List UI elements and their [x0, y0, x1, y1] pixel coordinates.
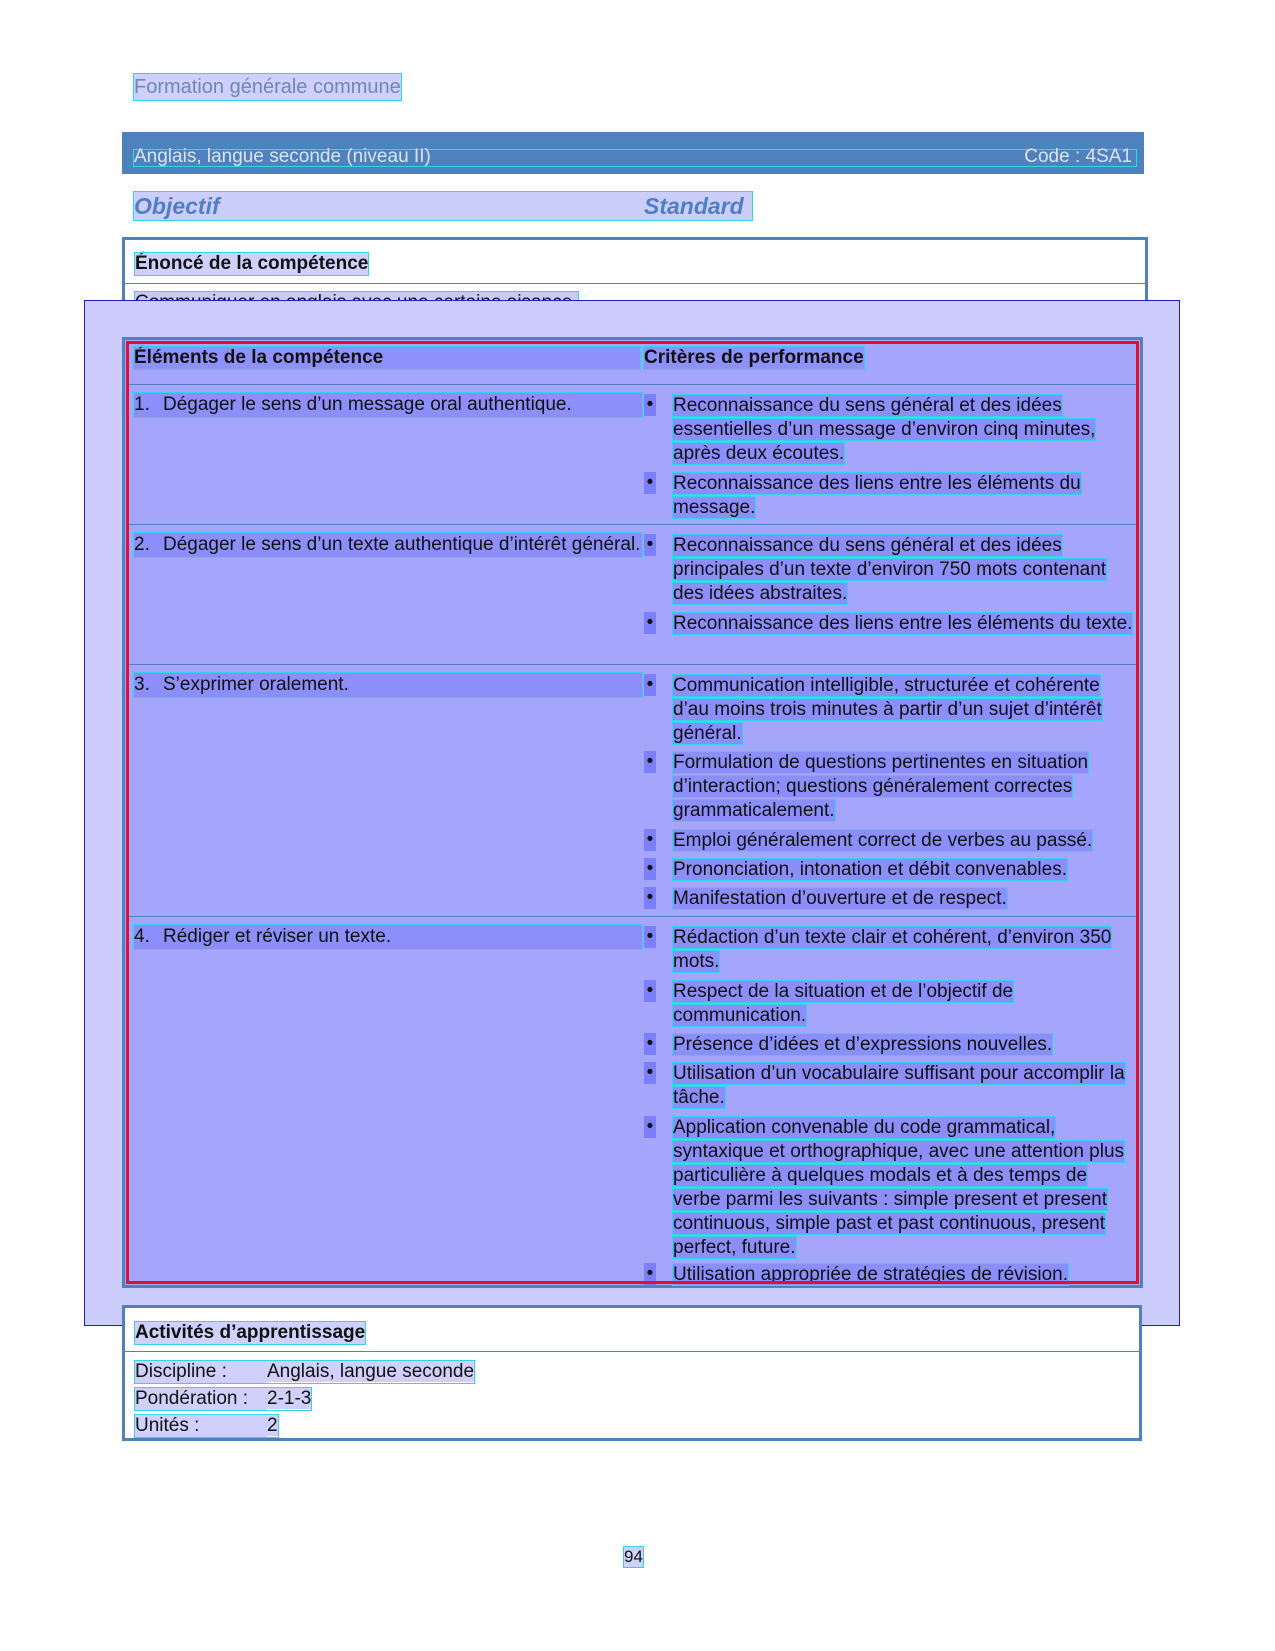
bullet-icon: • — [644, 751, 656, 773]
enonce-title: Énoncé de la compétence — [135, 253, 369, 274]
bullet-icon: • — [644, 1116, 656, 1138]
criterion-text: Reconnaissance du sens général et des idées principales d’un texte d’environ 750 mots contenant des idées abstraites. — [673, 535, 1107, 604]
element-text: Dégager le sens d’un texte authentique d’intérêt général. — [134, 533, 642, 557]
criterion-text: Utilisation d’un vocabulaire suffisant pour accomplir la tâche. — [673, 1063, 1125, 1108]
criterion-text: Emploi généralement correct de verbes au passé. — [673, 830, 1093, 851]
col-header-elements: Éléments de la compétence — [134, 347, 640, 369]
bullet-icon: • — [644, 829, 656, 851]
criterion-item — [644, 674, 1134, 746]
criterion-text: Présence d’idées et d’expressions nouvelles. — [673, 1034, 1053, 1055]
course-name: Anglais, langue seconde (niveau II) — [134, 146, 431, 167]
criterion-item — [644, 612, 1134, 636]
course-code: Code : 4SA1 — [1024, 146, 1132, 167]
bullet-icon: • — [644, 472, 656, 494]
criterion-item — [644, 1116, 1134, 1260]
discipline-label: Discipline : — [135, 1361, 267, 1383]
enonce-header — [125, 240, 1145, 284]
criterion-text: Reconnaissance des liens entre les éléments du texte. — [673, 613, 1133, 634]
activites-box — [122, 1305, 1142, 1441]
criterion-item — [644, 472, 1134, 520]
bullet-icon: • — [644, 394, 656, 416]
criterion-text: Respect de la situation et de l’objectif de communication. — [673, 981, 1014, 1026]
criterion-text: Formulation de questions pertinentes en situation d’interaction; questions généralement correctes grammaticalement. — [673, 752, 1089, 821]
row-divider — [126, 384, 1139, 385]
criterion-text: Manifestation d’ouverture et de respect. — [673, 888, 1007, 909]
element-text: Rédiger et réviser un texte. — [134, 925, 642, 949]
bullet-icon: • — [644, 534, 656, 556]
criterion-item — [644, 534, 1134, 606]
element-number: 1. — [134, 394, 150, 415]
unites-label: Unités : — [135, 1415, 267, 1437]
criterion-item — [644, 887, 1134, 911]
criterion-text: Application convenable du code grammatical, syntaxique et orthographique, avec une attention plus particulière à quelques modals et à des temps de verbe parmi les suivants : simple present et present continuous, simple past et past continuous, present perfect, future. — [673, 1117, 1125, 1258]
objectif-label: Objectif — [134, 193, 220, 219]
element-number: 2. — [134, 534, 150, 555]
criterion-text: Rédaction d’un texte clair et cohérent, d’environ 350 mots. — [673, 927, 1112, 972]
bullet-icon: • — [644, 674, 656, 696]
criterion-item — [644, 751, 1134, 823]
element-row-4 — [134, 925, 642, 949]
criterion-item — [644, 1263, 1134, 1287]
element-row-1 — [134, 393, 642, 417]
bullet-icon: • — [644, 1263, 656, 1285]
bullet-icon: • — [644, 980, 656, 1002]
bullet-icon: • — [644, 1033, 656, 1055]
element-number: 4. — [134, 926, 150, 947]
discipline-line — [135, 1361, 474, 1383]
bullet-icon: • — [644, 887, 656, 909]
criterion-item — [644, 1033, 1134, 1057]
criterion-item — [644, 926, 1134, 974]
activites-title: Activités d’apprentissage — [135, 1322, 366, 1343]
page-number: 94 — [624, 1547, 643, 1566]
element-row-3 — [134, 673, 642, 697]
criterion-text: Reconnaissance des liens entre les éléments du message. — [673, 473, 1081, 518]
criterion-item — [644, 1062, 1134, 1110]
ponderation-line — [135, 1388, 311, 1410]
criterion-item — [644, 394, 1134, 466]
unites-line — [135, 1415, 278, 1437]
section-title: Formation générale commune — [134, 76, 401, 98]
col-header-criteres: Critères de performance — [644, 347, 864, 368]
bullet-icon: • — [644, 1062, 656, 1084]
row-divider — [126, 916, 1139, 917]
criterion-text: Utilisation appropriée de stratégies de révision. — [673, 1264, 1068, 1285]
bullet-icon: • — [644, 858, 656, 880]
criterion-text: Reconnaissance du sens général et des idées essentielles d’un message d’environ cinq minutes, après deux écoutes. — [673, 395, 1096, 464]
discipline-value: Anglais, langue seconde — [267, 1361, 475, 1382]
bullet-icon: • — [644, 926, 656, 948]
element-row-2 — [134, 533, 642, 557]
criterion-item — [644, 829, 1134, 853]
element-text: S’exprimer oralement. — [134, 673, 642, 697]
criterion-item — [644, 858, 1134, 882]
row-divider — [126, 524, 1139, 525]
ponderation-label: Pondération : — [135, 1388, 267, 1410]
element-number: 3. — [134, 674, 150, 695]
standard-label: Standard — [644, 193, 744, 219]
row-divider — [126, 664, 1139, 665]
ponderation-value: 2-1-3 — [267, 1388, 312, 1409]
bullet-icon: • — [644, 612, 656, 634]
criterion-text: Prononciation, intonation et débit convenables. — [673, 859, 1067, 880]
course-bar — [122, 132, 1144, 174]
criterion-item — [644, 980, 1134, 1028]
activites-header — [125, 1308, 1139, 1352]
criterion-text: Communication intelligible, structurée et cohérente d’au moins trois minutes à partir d’un sujet d’intérêt général. — [673, 675, 1102, 744]
element-text: Dégager le sens d’un message oral authentique. — [134, 393, 642, 417]
objectif-standard-row — [134, 192, 752, 220]
unites-value: 2 — [267, 1415, 278, 1436]
